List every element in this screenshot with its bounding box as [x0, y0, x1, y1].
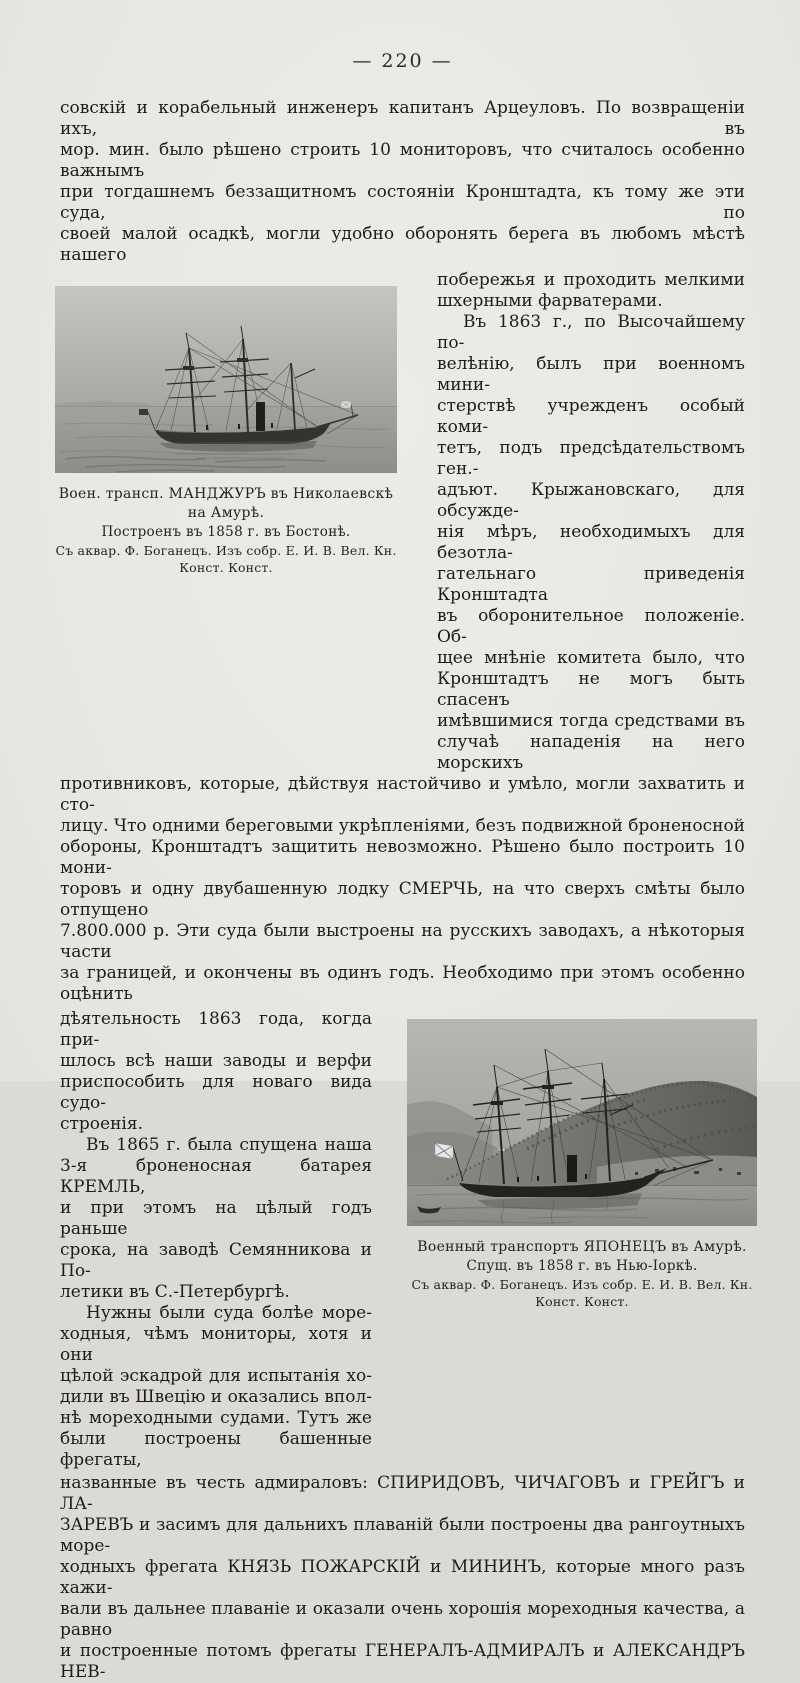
caption-line: Съ аквар. Ф. Боганецъ. Изъ собр. Е. И. В. Вел. Кн. Конст. Конст. — [411, 1277, 753, 1309]
text-line: совскій и корабельный инженеръ капитанъ Арцеуловъ. По возвращеніи ихъ, въ — [60, 98, 745, 139]
paragraph-top — [60, 98, 745, 266]
text-line: Въ 1863 г., по Высочайшему по- — [437, 312, 745, 353]
text-line: приспособить для новаго вида судо- — [60, 1072, 372, 1113]
text-line: случаѣ нападенія на него морскихъ — [437, 732, 745, 773]
text-line: въ оборонительное положеніе. Об- — [437, 606, 745, 647]
text-line: обороны, Кронштадтъ защитить невозможно. Рѣшено было построить 10 мони- — [60, 837, 745, 878]
text-line: адъют. Крыжановскаго, для обсужде- — [437, 480, 745, 521]
text-line: шлось всѣ наши заводы и верфи — [60, 1051, 372, 1071]
text-line: нѣ мореходными судами. Тутъ же — [60, 1408, 372, 1428]
text-line: были построены башенные фрегаты, — [60, 1429, 372, 1470]
text-line: щее мнѣніе комитета было, что — [437, 648, 745, 668]
text-line: и построенные потомъ фрегаты ГЕНЕРАЛЪ-АДМИРАЛЪ и АЛЕКСАНДРЪ НЕВ- — [60, 1641, 745, 1682]
paragraph — [60, 1473, 745, 1683]
figure-caption-yaponets — [407, 1238, 757, 1310]
figure-yaponets — [407, 1009, 757, 1471]
text-line: ходныя, чѣмъ мониторы, хотя и они — [60, 1324, 372, 1365]
text-line: при тогдашнемъ беззащитномъ состояніи Кронштадта, къ тому же эти суда, по — [60, 182, 745, 223]
text-line: за границей, и окончены въ одинъ годъ. Необходимо при этомъ особенно оцѣнить — [60, 963, 745, 1004]
text-line: тетъ, подъ предсѣдательствомъ ген.- — [437, 438, 745, 479]
text-line: 7.800.000 р. Эти суда были выстроены на русскихъ заводахъ, а нѣкоторыя части — [60, 921, 745, 962]
text-line: 3-я броненосная батарея КРЕМЛЬ, — [60, 1156, 372, 1197]
text-line: велѣнію, былъ при военномъ мини- — [437, 354, 745, 395]
text-line: гательнаго приведенія Кронштадта — [437, 564, 745, 605]
text-line: противниковъ, которые, дѣйствуя настойчиво и умѣло, могли захватить и сто- — [60, 774, 745, 815]
paragraph — [437, 270, 745, 312]
paragraph — [60, 98, 745, 266]
text-line: дили въ Швецію и оказались впол- — [60, 1387, 372, 1407]
paragraph — [60, 1303, 372, 1471]
right-column-text — [437, 270, 745, 774]
text-line: лицу. Что одними береговыми укрѣпленіями, безъ подвижной броненосной — [60, 816, 746, 836]
text-line: Въ 1865 г. была спущена наша — [86, 1135, 372, 1155]
text-line: шхерными фарватерами. — [437, 291, 663, 311]
text-line: Кронштадтъ не могъ быть спасенъ — [437, 669, 745, 710]
caption-line: Построенъ въ 1858 г. въ Бостонѣ. — [101, 524, 351, 540]
text-line: дѣятельность 1863 года, когда при- — [60, 1009, 372, 1050]
figure-caption-mandzhur — [55, 485, 397, 576]
left-column-text — [60, 1009, 372, 1471]
text-line: Нужны были суда болѣе море- — [86, 1303, 372, 1323]
text-line: ЗАРЕВЪ и засимъ для дальнихъ плаваній были построены два рангоутныхъ море- — [60, 1515, 745, 1556]
caption-line: Военный транспортъ ЯПОНЕЦЪ въ Амурѣ. — [417, 1239, 747, 1255]
caption-line: Воен. трансп. МАНДЖУРЪ въ Николаевскѣ на Амурѣ. — [58, 486, 394, 521]
caption-line: Спущ. въ 1858 г. въ Нью-Іоркѣ. — [466, 1258, 698, 1274]
text-line: срока, на заводѣ Семянникова и По- — [60, 1240, 372, 1281]
page-number: — 220 — — [352, 50, 453, 72]
text-line: своей малой осадкѣ, могли удобно оборонять берега въ любомъ мѣстѣ нашего — [60, 224, 745, 265]
text-line: и при этомъ на цѣлый годъ раньше — [60, 1198, 372, 1239]
ship-photo-yaponets — [407, 1019, 757, 1226]
text-line: имѣвшимися тогда средствами въ — [437, 711, 745, 731]
paragraph-middle — [60, 774, 745, 1005]
text-line: названные въ честь адмираловъ: СПИРИДОВЪ, ЧИЧАГОВЪ и ГРЕЙГЪ и ЛА- — [60, 1473, 745, 1514]
text-line: летики въ С.-Петербургѣ. — [60, 1282, 290, 1302]
text-line: ходныхъ фрегата КНЯЗЬ ПОЖАРСКІЙ и МИНИНЪ, которые много разъ хажи- — [60, 1557, 745, 1598]
two-column-region-1 — [55, 270, 745, 774]
figure-mandzhur — [55, 270, 397, 774]
text-block — [55, 0, 753, 1683]
text-line: строенія. — [60, 1114, 143, 1134]
text-line: стерствѣ учрежденъ особый коми- — [437, 396, 745, 437]
text-line: нія мѣръ, необходимыхъ для безотла- — [437, 522, 745, 563]
two-column-region-2 — [60, 1009, 753, 1471]
paragraph — [60, 1009, 372, 1135]
paragraph — [437, 312, 745, 774]
text-line: мор. мин. было рѣшено строить 10 мониторовъ, что считалось особенно важнымъ — [60, 140, 745, 181]
text-line: торовъ и одну двубашенную лодку СМЕРЧЬ, на что сверхъ смѣты было отпущено — [60, 879, 745, 920]
paragraph — [60, 774, 745, 1005]
paragraph — [60, 1135, 372, 1303]
text-line: вали въ дальнее плаваніе и оказали очень хорошія мореходныя качества, а равно — [60, 1599, 745, 1640]
paragraph-bottom — [60, 1473, 745, 1683]
ship-photo-mandzhur — [55, 286, 397, 473]
text-line: побережья и проходить мелкими — [437, 270, 745, 290]
text-line: цѣлой эскадрой для испытанія хо- — [60, 1366, 372, 1386]
caption-line: Съ аквар. Ф. Боганецъ. Изъ собр. Е. И. В. Вел. Кн. Конст. Конст. — [55, 543, 397, 575]
